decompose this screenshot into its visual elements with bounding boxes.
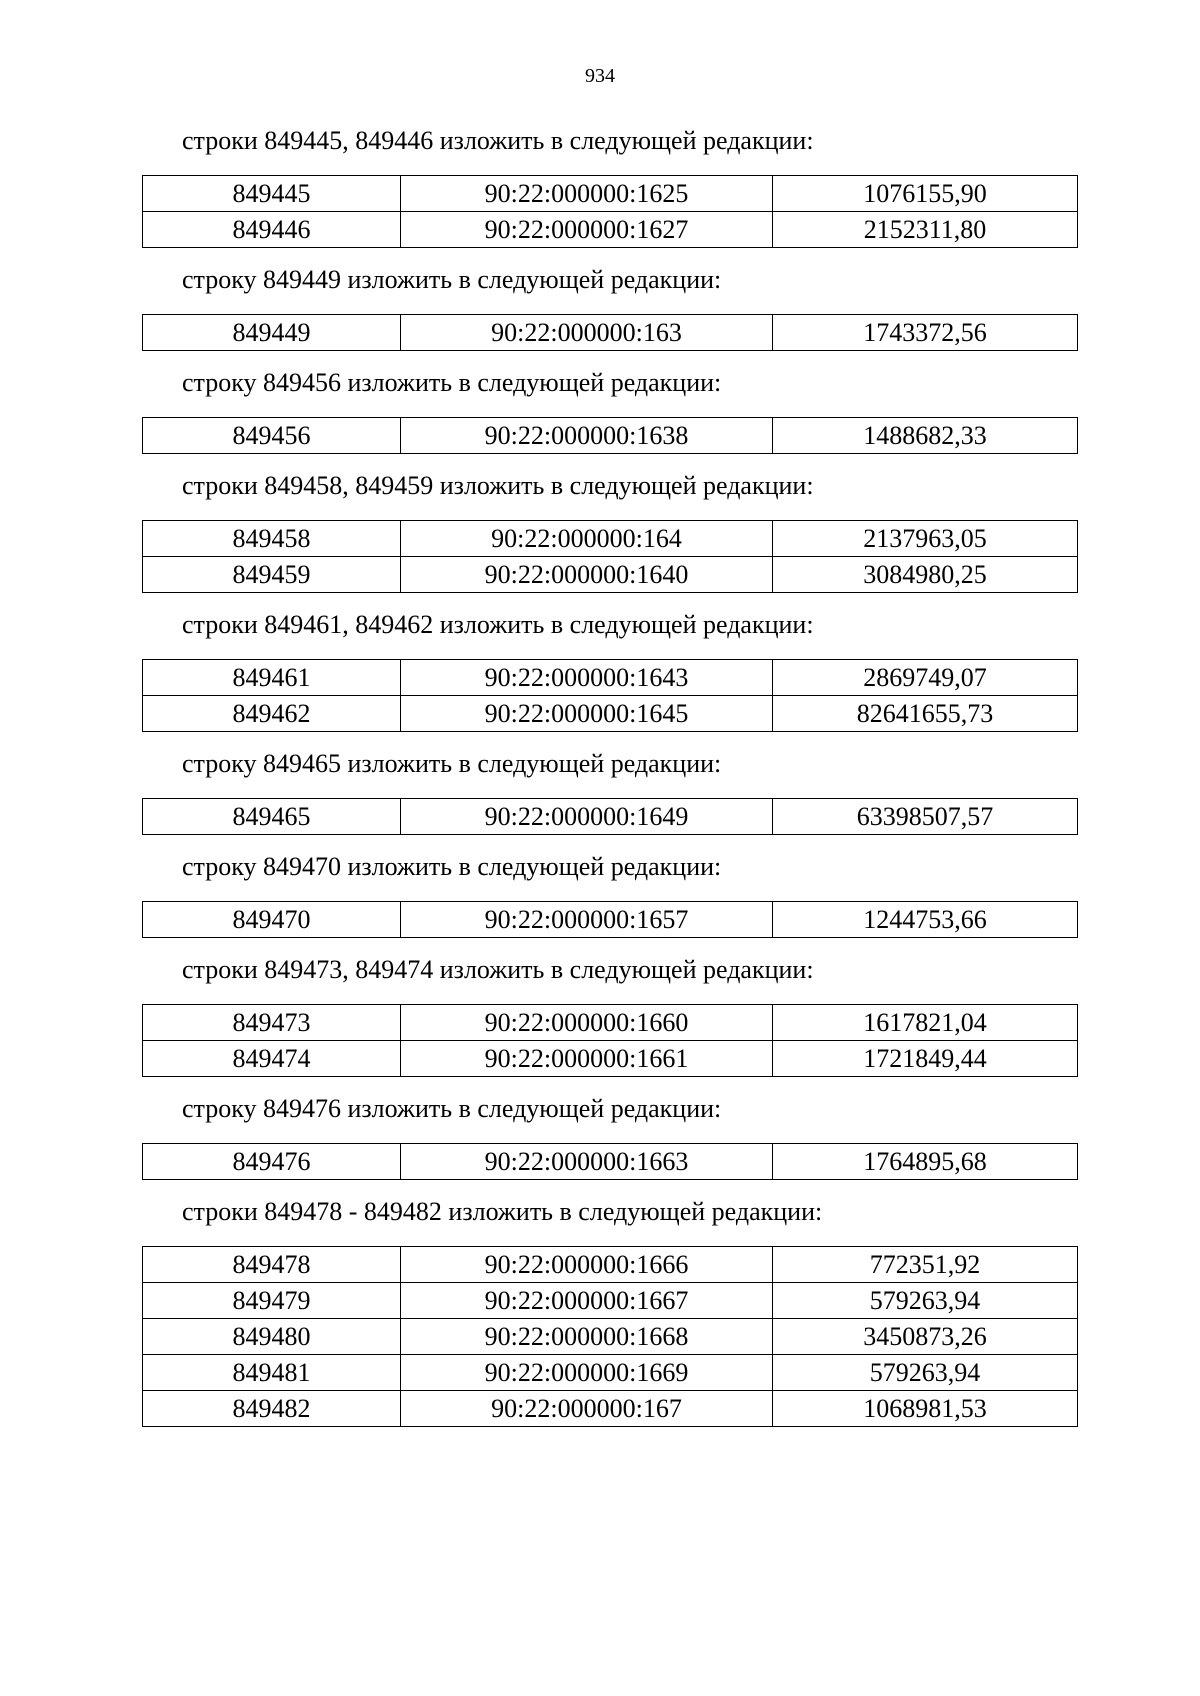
cadastral-number-cell: 90:22:000000:1627 bbox=[401, 212, 773, 248]
section-intro-text: строки 849445, 849446 изложить в следующей редакции: bbox=[182, 126, 814, 155]
row-number-cell: 849470 bbox=[143, 902, 401, 938]
value-cell: 579263,94 bbox=[773, 1355, 1078, 1391]
page-number: 934 bbox=[585, 65, 615, 87]
value-cell: 1068981,53 bbox=[773, 1391, 1078, 1427]
value-cell: 1743372,56 bbox=[773, 315, 1078, 351]
table-row bbox=[143, 1041, 1078, 1077]
rows-table bbox=[142, 798, 1078, 835]
rows-table bbox=[142, 314, 1078, 351]
value-cell: 63398507,57 bbox=[773, 799, 1078, 835]
row-number-cell: 849458 bbox=[143, 521, 401, 557]
amendment-section bbox=[142, 953, 1077, 1077]
table-row bbox=[143, 315, 1078, 351]
rows-table bbox=[142, 1143, 1078, 1180]
table-row bbox=[143, 696, 1078, 732]
rows-table bbox=[142, 901, 1078, 938]
value-cell: 772351,92 bbox=[773, 1247, 1078, 1283]
amendment-section bbox=[142, 1195, 1077, 1427]
row-number-cell: 849482 bbox=[143, 1391, 401, 1427]
table-row bbox=[143, 1005, 1078, 1041]
cadastral-number-cell: 90:22:000000:1625 bbox=[401, 176, 773, 212]
row-number-cell: 849476 bbox=[143, 1144, 401, 1180]
section-intro-text: строку 849476 изложить в следующей редакции: bbox=[182, 1094, 722, 1123]
row-number-cell: 849456 bbox=[143, 418, 401, 454]
value-cell: 1617821,04 bbox=[773, 1005, 1078, 1041]
section-intro-text: строку 849465 изложить в следующей редакции: bbox=[182, 749, 722, 778]
section-intro-text: строки 849473, 849474 изложить в следующей редакции: bbox=[182, 955, 814, 984]
section-intro-text: строки 849458, 849459 изложить в следующей редакции: bbox=[182, 471, 814, 500]
table-row bbox=[143, 799, 1078, 835]
rows-table bbox=[142, 1004, 1078, 1077]
cadastral-number-cell: 90:22:000000:1666 bbox=[401, 1247, 773, 1283]
table-row bbox=[143, 418, 1078, 454]
cadastral-number-cell: 90:22:000000:1668 bbox=[401, 1319, 773, 1355]
rows-table bbox=[142, 417, 1078, 454]
section-intro-text: строку 849456 изложить в следующей редакции: bbox=[182, 368, 722, 397]
amendment-section bbox=[142, 1092, 1077, 1180]
table-row bbox=[143, 1283, 1078, 1319]
rows-table bbox=[142, 175, 1078, 248]
amendment-section bbox=[142, 608, 1077, 732]
amendment-section bbox=[142, 263, 1077, 351]
table-row bbox=[143, 557, 1078, 593]
amendment-section bbox=[142, 850, 1077, 938]
row-number-cell: 849474 bbox=[143, 1041, 401, 1077]
table-row bbox=[143, 1247, 1078, 1283]
amendment-section bbox=[142, 366, 1077, 454]
table-row bbox=[143, 1391, 1078, 1427]
table-row bbox=[143, 902, 1078, 938]
cadastral-number-cell: 90:22:000000:1645 bbox=[401, 696, 773, 732]
value-cell: 1764895,68 bbox=[773, 1144, 1078, 1180]
cadastral-number-cell: 90:22:000000:1661 bbox=[401, 1041, 773, 1077]
value-cell: 2869749,07 bbox=[773, 660, 1078, 696]
value-cell: 2152311,80 bbox=[773, 212, 1078, 248]
cadastral-number-cell: 90:22:000000:1660 bbox=[401, 1005, 773, 1041]
row-number-cell: 849449 bbox=[143, 315, 401, 351]
value-cell: 3084980,25 bbox=[773, 557, 1078, 593]
cadastral-number-cell: 90:22:000000:1669 bbox=[401, 1355, 773, 1391]
cadastral-number-cell: 90:22:000000:164 bbox=[401, 521, 773, 557]
table-row bbox=[143, 1144, 1078, 1180]
value-cell: 579263,94 bbox=[773, 1283, 1078, 1319]
amendment-section bbox=[142, 469, 1077, 593]
table-row bbox=[143, 176, 1078, 212]
section-intro-text: строку 849449 изложить в следующей редакции: bbox=[182, 265, 722, 294]
row-number-cell: 849481 bbox=[143, 1355, 401, 1391]
value-cell: 1076155,90 bbox=[773, 176, 1078, 212]
cadastral-number-cell: 90:22:000000:1657 bbox=[401, 902, 773, 938]
section-intro-text: строки 849478 - 849482 изложить в следующей редакции: bbox=[182, 1197, 823, 1226]
table-row bbox=[143, 1355, 1078, 1391]
row-number-cell: 849445 bbox=[143, 176, 401, 212]
row-number-cell: 849473 bbox=[143, 1005, 401, 1041]
value-cell: 82641655,73 bbox=[773, 696, 1078, 732]
row-number-cell: 849465 bbox=[143, 799, 401, 835]
table-row bbox=[143, 660, 1078, 696]
amendment-section bbox=[142, 124, 1077, 248]
row-number-cell: 849462 bbox=[143, 696, 401, 732]
section-intro-text: строку 849470 изложить в следующей редакции: bbox=[182, 852, 722, 881]
cadastral-number-cell: 90:22:000000:1667 bbox=[401, 1283, 773, 1319]
rows-table bbox=[142, 520, 1078, 593]
row-number-cell: 849446 bbox=[143, 212, 401, 248]
value-cell: 1721849,44 bbox=[773, 1041, 1078, 1077]
document-body bbox=[142, 124, 1077, 1442]
row-number-cell: 849479 bbox=[143, 1283, 401, 1319]
section-intro-text: строки 849461, 849462 изложить в следующей редакции: bbox=[182, 610, 814, 639]
row-number-cell: 849459 bbox=[143, 557, 401, 593]
rows-table bbox=[142, 1246, 1078, 1427]
cadastral-number-cell: 90:22:000000:1643 bbox=[401, 660, 773, 696]
rows-table bbox=[142, 659, 1078, 732]
amendment-section bbox=[142, 747, 1077, 835]
cadastral-number-cell: 90:22:000000:167 bbox=[401, 1391, 773, 1427]
table-row bbox=[143, 1319, 1078, 1355]
table-row bbox=[143, 212, 1078, 248]
cadastral-number-cell: 90:22:000000:1640 bbox=[401, 557, 773, 593]
table-row bbox=[143, 521, 1078, 557]
value-cell: 3450873,26 bbox=[773, 1319, 1078, 1355]
row-number-cell: 849461 bbox=[143, 660, 401, 696]
value-cell: 2137963,05 bbox=[773, 521, 1078, 557]
value-cell: 1244753,66 bbox=[773, 902, 1078, 938]
value-cell: 1488682,33 bbox=[773, 418, 1078, 454]
cadastral-number-cell: 90:22:000000:1638 bbox=[401, 418, 773, 454]
row-number-cell: 849478 bbox=[143, 1247, 401, 1283]
cadastral-number-cell: 90:22:000000:1649 bbox=[401, 799, 773, 835]
cadastral-number-cell: 90:22:000000:1663 bbox=[401, 1144, 773, 1180]
cadastral-number-cell: 90:22:000000:163 bbox=[401, 315, 773, 351]
row-number-cell: 849480 bbox=[143, 1319, 401, 1355]
